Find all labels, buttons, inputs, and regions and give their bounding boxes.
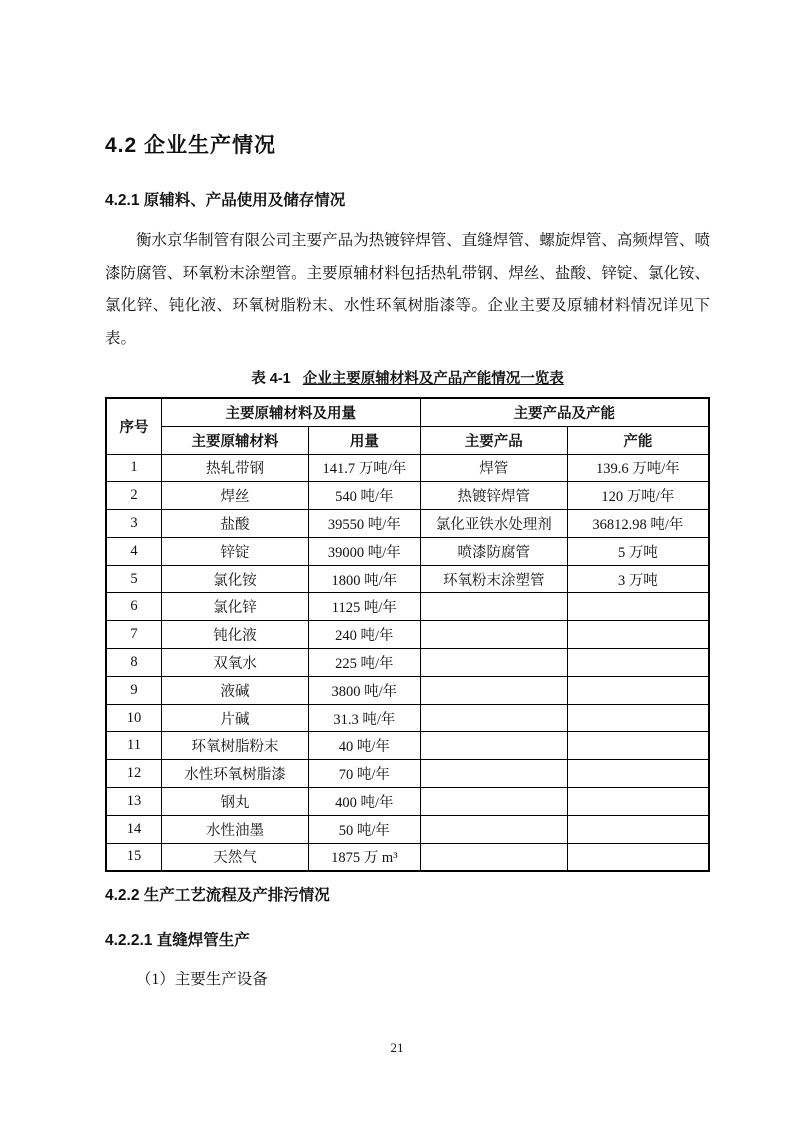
cell-product [420,732,567,760]
cell-capacity [567,788,709,816]
cell-usage: 50 吨/年 [309,815,421,843]
table-row [106,732,709,760]
table-row [106,843,709,871]
cell-material: 氯化铵 [161,565,308,593]
section-heading-4-2-2: 4.2.2 生产工艺流程及产排污情况 [105,886,330,904]
list-item-main-equipment: （1）主要生产设备 [136,970,268,988]
cell-usage: 141.7 万吨/年 [309,454,421,482]
cell-material: 环氧树脂粉末 [161,732,308,760]
cell-usage: 39000 吨/年 [309,537,421,565]
cell-material: 盐酸 [161,510,308,538]
cell-no: 3 [106,510,161,538]
cell-material: 氯化锌 [161,593,308,621]
cell-no: 12 [106,760,161,788]
cell-product [420,788,567,816]
cell-no: 15 [106,843,161,871]
cell-usage: 240 吨/年 [309,621,421,649]
cell-no: 2 [106,482,161,510]
col-header-product: 主要产品 [420,426,567,454]
cell-no: 9 [106,676,161,704]
cell-capacity [567,732,709,760]
cell-no: 10 [106,704,161,732]
cell-capacity [567,815,709,843]
cell-material: 锌锭 [161,537,308,565]
cell-capacity [567,760,709,788]
table-caption [105,367,710,388]
cell-capacity [567,676,709,704]
cell-no: 8 [106,649,161,677]
page-number: 21 [390,1040,404,1055]
section-heading-4-2-2-1: 4.2.2.1 直缝焊管生产 [105,931,250,949]
col-group-materials: 主要原辅材料及用量 [161,398,420,426]
cell-capacity: 5 万吨 [567,537,709,565]
cell-no: 13 [106,788,161,816]
cell-capacity [567,843,709,871]
cell-no: 14 [106,815,161,843]
cell-product: 环氧粉末涂塑管 [420,565,567,593]
cell-product [420,676,567,704]
table-row [106,454,709,482]
cell-product [420,815,567,843]
section-heading-4-2: 4.2 企业生产情况 [105,134,277,157]
cell-product [420,649,567,677]
cell-material: 双氧水 [161,649,308,677]
col-group-products: 主要产品及产能 [420,398,709,426]
cell-no: 5 [106,565,161,593]
cell-product [420,843,567,871]
col-header-usage: 用量 [309,426,421,454]
col-header-capacity: 产能 [567,426,709,454]
cell-product: 热镀锌焊管 [420,482,567,510]
cell-capacity: 3 万吨 [567,565,709,593]
cell-usage: 39550 吨/年 [309,510,421,538]
col-header-no: 序号 [106,398,161,454]
cell-usage: 40 吨/年 [309,732,421,760]
table-row [106,815,709,843]
cell-usage: 1125 吨/年 [309,593,421,621]
cell-usage: 400 吨/年 [309,788,421,816]
cell-capacity: 36812.98 吨/年 [567,510,709,538]
page-content [105,132,710,990]
cell-no: 6 [106,593,161,621]
materials-products-table [105,397,710,872]
table-row [106,760,709,788]
table-caption-number: 表 4-1 [251,371,291,387]
cell-material: 钢丸 [161,788,308,816]
table-row [106,537,709,565]
cell-material: 液碱 [161,676,308,704]
cell-product [420,593,567,621]
cell-no: 4 [106,537,161,565]
cell-material: 焊丝 [161,482,308,510]
table-caption-title: 企业主要原辅材料及产品产能情况一览表 [302,371,564,387]
cell-no: 11 [106,732,161,760]
cell-product: 喷漆防腐管 [420,537,567,565]
cell-no: 7 [106,621,161,649]
table-row [106,676,709,704]
cell-product [420,704,567,732]
cell-usage: 31.3 吨/年 [309,704,421,732]
cell-capacity [567,704,709,732]
cell-capacity [567,649,709,677]
cell-material: 天然气 [161,843,308,871]
table-row [106,510,709,538]
cell-material: 水性环氧树脂漆 [161,760,308,788]
cell-product: 焊管 [420,454,567,482]
cell-capacity: 139.6 万吨/年 [567,454,709,482]
table-row [106,593,709,621]
cell-material: 片碱 [161,704,308,732]
intro-paragraph: 衡水京华制管有限公司主要产品为热镀锌焊管、直缝焊管、螺旋焊管、高频焊管、喷漆防腐管、环氧粉末涂塑管。主要原辅材料包括热轧带钢、焊丝、盐酸、锌锭、氯化铵、氯化锌、钝化液、环氧树脂粉末、水性环氧树脂漆等。企业主要及原辅材料情况详见下表。 [105,232,710,347]
table-row [106,565,709,593]
table-row [106,621,709,649]
table-header-row-2 [106,426,709,454]
table-row [106,649,709,677]
cell-material: 钝化液 [161,621,308,649]
cell-usage: 70 吨/年 [309,760,421,788]
cell-usage: 1875 万 m³ [309,843,421,871]
cell-no: 1 [106,454,161,482]
cell-usage: 540 吨/年 [309,482,421,510]
table-row [106,482,709,510]
cell-capacity [567,621,709,649]
table-row [106,704,709,732]
section-heading-4-2-1: 4.2.1 原辅料、产品使用及储存情况 [105,192,346,209]
cell-material: 水性油墨 [161,815,308,843]
table-row [106,788,709,816]
cell-material: 热轧带钢 [161,454,308,482]
cell-capacity [567,593,709,621]
cell-product [420,760,567,788]
table-header-row-1 [106,398,709,426]
cell-product [420,621,567,649]
cell-usage: 1800 吨/年 [309,565,421,593]
cell-capacity: 120 万吨/年 [567,482,709,510]
col-header-material: 主要原辅材料 [161,426,308,454]
cell-product: 氯化亚铁水处理剂 [420,510,567,538]
cell-usage: 3800 吨/年 [309,676,421,704]
cell-usage: 225 吨/年 [309,649,421,677]
